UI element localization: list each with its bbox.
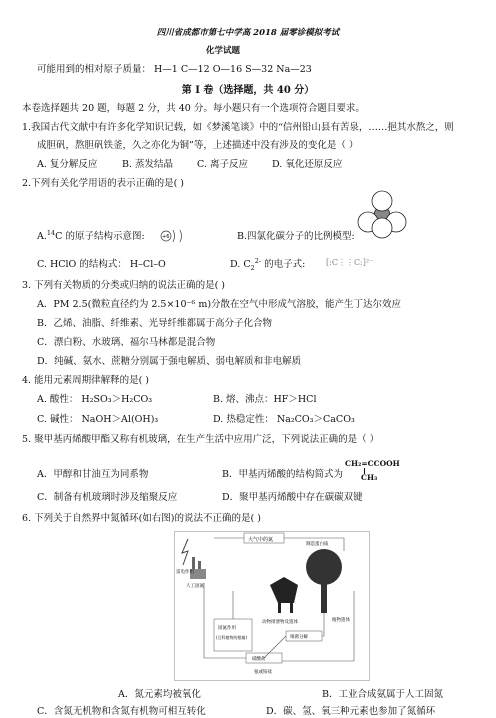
fig-fix-label: 固氮作用: [218, 626, 236, 631]
structure-formula-top: CH₂=CCOOH: [345, 459, 400, 468]
q2-d-text: 的电子式:: [261, 259, 306, 270]
q2-stem: 2.下列有关化学用语的表示正确的是( ): [22, 178, 184, 189]
q2-a-mass-number: 14: [46, 228, 56, 237]
q2-option-b: B.四氯化碳分子的比例模型:: [237, 231, 355, 242]
svg-text:+6: +6: [162, 234, 170, 240]
fig-nitrate-label: 硝酸盐: [252, 657, 266, 662]
fig-lightning-label: 雷电作用: [176, 570, 194, 575]
q5-stem: 5. 聚甲基丙烯酸甲酯又称有机玻璃，在生产生活中应用广泛，下列说法正确的是（ ）: [22, 434, 380, 445]
q3-option-a: A．PM 2.5(微粒直径约为 2.5×10⁻⁶ m)分散在空气中形成气溶胶，能产生丁达尔效应: [37, 299, 402, 310]
nitrogen-cycle-figure: [174, 531, 370, 681]
fig-animal-label: 动物排泄物及遗体: [262, 620, 298, 625]
structure-formula-bottom: CH₃: [361, 473, 378, 482]
section-heading: 第 I 卷（选择题，共 40 分）: [181, 85, 315, 96]
fig-legume-label: (豆科植物的根瘤): [216, 635, 248, 640]
q5-option-d: D．聚甲基丙烯酸中存在碳碳双键: [222, 492, 363, 503]
q4-stem: 4. 能用元素周期律解释的是( ): [22, 375, 150, 386]
q2-d-subscript: 2: [250, 263, 255, 272]
c2-electron-formula: [:C⋮⋮C:]²⁻: [326, 258, 374, 267]
q1-option-d: D. 氧化还原反应: [272, 159, 343, 170]
q6-stem: 6. 下列关于自然界中氮循环(如右图)的说法不正确的是( ): [22, 513, 261, 524]
q1-stem-2: 成胆矾，熬胆矾铁釜，久之亦化为铜”等，上述描述中没有涉及的变化是（ ）: [37, 140, 359, 151]
fig-plant-remains-label: 植物遗体: [332, 618, 350, 623]
q2-a-prefix: A.: [37, 231, 47, 242]
fig-atm-label: 大气中的氮: [248, 537, 274, 543]
q2-d-prefix: D. C: [230, 259, 251, 270]
q2-option-c: C. HClO 的结构式： H–Cl–O: [37, 259, 166, 270]
q3-stem: 3. 下列有关物质的分类或归纳的说法正确的是( ): [22, 280, 226, 291]
q1-stem-1: 1.我国古代文献中有许多化学知识记载，如《梦溪笔谈》中的“信州铅山县有苦泉，……挹其水熬之，则: [22, 122, 454, 133]
q2-option-d: [230, 256, 306, 272]
section-instruction: 本卷选择题共 20 题，每题 2 分，共 40 分。每小题只有一个选项符合题目要求。: [22, 103, 365, 114]
q3-option-c: C．漂白粉、水玻璃、福尔马林都是混合物: [37, 337, 216, 348]
q5-option-a: A．甲醇和甘油互为同系物: [37, 469, 149, 480]
q1-option-b: B. 蒸发结晶: [122, 159, 174, 170]
fig-bio-label: 制造蛋白质: [306, 542, 329, 547]
q4-option-d: D. 热稳定性： Na₂CO₃＞CaCO₃: [213, 414, 355, 425]
fig-artificial-label: 人工固氮: [186, 584, 204, 589]
q4-option-a: A. 酸性： H₂SO₃＞H₂CO₃: [37, 394, 153, 405]
q1-option-a: A. 复分解反应: [37, 159, 98, 170]
q5-option-c: C．制备有机玻璃时涉及缩聚反应: [37, 492, 178, 503]
q1-option-c: C. 离子反应: [197, 159, 248, 170]
q6-option-b: B．工业合成氨属于人工固氮: [322, 689, 443, 700]
q6-option-d: D．碳、氢、氧三种元素也参加了氮循环: [266, 706, 436, 717]
fig-ammonia-label: 氨或铵盐: [254, 670, 272, 675]
q2-d-charge: 2-: [254, 256, 262, 265]
q3-option-d: D．纯碱、氨水、蔗糖分别属于强电解质、弱电解质和非电解质: [37, 356, 302, 367]
q4-option-c: C. 碱性： NaOH＞Al(OH)₃: [37, 414, 159, 425]
q2-a-text: C 的原子结构示意图:: [55, 231, 145, 242]
q2-option-a: [37, 228, 145, 243]
exam-title: 四川省成都市第七中学高 2018 届零诊模拟考试: [156, 28, 340, 38]
q4-option-b: B. 熔、沸点：HF＞HCl: [213, 394, 317, 405]
atom-structure-diagram-icon: [159, 226, 189, 246]
atomic-masses: 可能用到的相对原子质量： H—1 C—12 O—16 S—32 Na—23: [37, 64, 312, 75]
q3-option-b: B．乙烯、油脂、纤维素、光导纤维都属于高分子化合物: [37, 318, 272, 329]
q6-option-c: C．含氮无机物和含氮有机物可相互转化: [37, 706, 206, 717]
q5-option-b: B．甲基丙烯酸的结构简式为: [222, 469, 343, 480]
ccl4-model-icon: [354, 190, 410, 240]
q6-option-a: A．氮元素均被氧化: [118, 689, 201, 700]
fig-bacteria-label: 细菌分解: [290, 635, 308, 640]
subject-title: 化学试题: [206, 46, 241, 56]
